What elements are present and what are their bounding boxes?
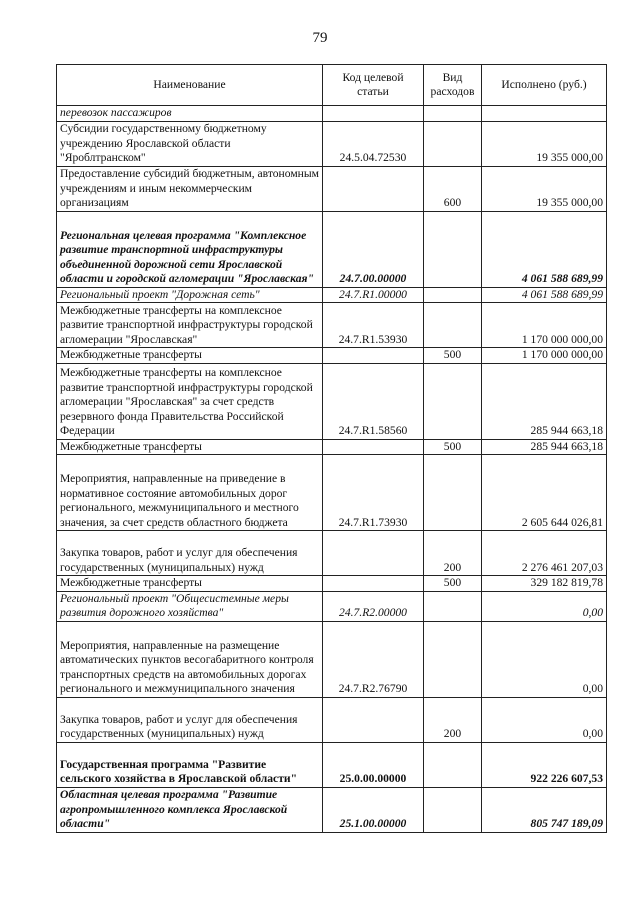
row-name: Государственная программа "Развитие сельского хозяйства в Ярославской области" — [57, 742, 323, 787]
row-name: Региональный проект "Общесистемные меры развития дорожного хозяйства" — [57, 591, 323, 621]
row-amount: 285 944 663,18 — [482, 363, 607, 439]
table-row — [57, 363, 607, 439]
row-type — [424, 287, 482, 303]
row-code: 24.7.R1.53930 — [323, 303, 424, 348]
row-code — [323, 439, 424, 455]
table-row — [57, 439, 607, 455]
row-code — [323, 348, 424, 364]
row-type — [424, 106, 482, 122]
row-code: 24.7.R2.00000 — [323, 591, 424, 621]
row-amount: 0,00 — [482, 697, 607, 742]
row-type: 500 — [424, 348, 482, 364]
row-amount: 4 061 588 689,99 — [482, 211, 607, 287]
row-code — [323, 531, 424, 576]
header-name: Наименование — [57, 65, 323, 106]
row-code: 24.7.00.00000 — [323, 211, 424, 287]
budget-table — [56, 64, 607, 833]
row-type — [424, 303, 482, 348]
row-code — [323, 106, 424, 122]
row-amount: 329 182 819,78 — [482, 576, 607, 592]
table-row — [57, 621, 607, 697]
table-row — [57, 121, 607, 166]
table-row — [57, 455, 607, 531]
row-name: Мероприятия, направленные на приведение в нормативное состояние автомобильных дорог регионального, межмуниципального и местного значения, за счет средств областного бюджета — [57, 455, 323, 531]
header-type: Вид расходов — [424, 65, 482, 106]
row-type: 600 — [424, 166, 482, 211]
row-type: 200 — [424, 697, 482, 742]
row-name: Предоставление субсидий бюджетным, автономным учреждениям и иным некоммерческим организациям — [57, 166, 323, 211]
row-type — [424, 363, 482, 439]
row-code: 24.7.R1.73930 — [323, 455, 424, 531]
row-type: 200 — [424, 531, 482, 576]
row-amount: 805 747 189,09 — [482, 787, 607, 832]
row-type — [424, 787, 482, 832]
row-type: 500 — [424, 439, 482, 455]
row-code — [323, 697, 424, 742]
row-code: 24.5.04.72530 — [323, 121, 424, 166]
row-type: 500 — [424, 576, 482, 592]
table-row — [57, 697, 607, 742]
page-number: 79 — [312, 30, 328, 46]
table-row — [57, 348, 607, 364]
row-name: Закупка товаров, работ и услуг для обеспечения государственных (муниципальных) нужд — [57, 697, 323, 742]
row-name: Межбюджетные трансферты — [57, 576, 323, 592]
table-row — [57, 576, 607, 592]
table-row — [57, 531, 607, 576]
row-code — [323, 576, 424, 592]
row-type — [424, 455, 482, 531]
row-amount: 0,00 — [482, 591, 607, 621]
row-amount: 285 944 663,18 — [482, 439, 607, 455]
table-header-row — [57, 65, 607, 106]
row-name: Региональная целевая программа "Комплексное развитие транспортной инфраструктуры объединенной дорожной сети Ярославской области и городской агломерации "Ярославская" — [57, 211, 323, 287]
row-amount: 19 355 000,00 — [482, 166, 607, 211]
row-amount: 0,00 — [482, 621, 607, 697]
row-name: Субсидии государственному бюджетному учреждению Ярославской области "Яроблтранском" — [57, 121, 323, 166]
row-amount: 4 061 588 689,99 — [482, 287, 607, 303]
row-name: Межбюджетные трансферты — [57, 439, 323, 455]
table-row — [57, 166, 607, 211]
table-row — [57, 742, 607, 787]
row-name: перевозок пассажиров — [57, 106, 323, 122]
row-amount: 1 170 000 000,00 — [482, 348, 607, 364]
row-code: 24.7.R1.00000 — [323, 287, 424, 303]
row-code: 25.0.00.00000 — [323, 742, 424, 787]
table-row — [57, 106, 607, 122]
row-name: Закупка товаров, работ и услуг для обеспечения государственных (муниципальных) нужд — [57, 531, 323, 576]
row-amount: 2 605 644 026,81 — [482, 455, 607, 531]
row-code: 25.1.00.00000 — [323, 787, 424, 832]
row-name: Областная целевая программа "Развитие агропромышленного комплекса Ярославской области" — [57, 787, 323, 832]
row-name: Межбюджетные трансферты на комплексное развитие транспортной инфраструктуры городской агломерации "Ярославская" за счет средств резервного фонда Правительства Российской Федерации — [57, 363, 323, 439]
row-name: Мероприятия, направленные на размещение автоматических пунктов весогабаритного контроля транспортных средств на автомобильных дорогах регионального и межмуниципального значения — [57, 621, 323, 697]
header-amount: Исполнено (руб.) — [482, 65, 607, 106]
row-code: 24.7.R1.58560 — [323, 363, 424, 439]
row-type — [424, 121, 482, 166]
row-amount: 922 226 607,53 — [482, 742, 607, 787]
row-type — [424, 742, 482, 787]
row-code: 24.7.R2.76790 — [323, 621, 424, 697]
row-name: Региональный проект "Дорожная сеть" — [57, 287, 323, 303]
row-code — [323, 166, 424, 211]
header-code: Код целевой статьи — [323, 65, 424, 106]
table-row — [57, 287, 607, 303]
row-amount: 19 355 000,00 — [482, 121, 607, 166]
row-type — [424, 591, 482, 621]
row-amount — [482, 106, 607, 122]
table-row — [57, 787, 607, 832]
row-type — [424, 621, 482, 697]
table-row — [57, 211, 607, 287]
row-type — [424, 211, 482, 287]
row-amount: 2 276 461 207,03 — [482, 531, 607, 576]
table-row — [57, 591, 607, 621]
row-name: Межбюджетные трансферты на комплексное развитие транспортной инфраструктуры городской агломерации "Ярославская" — [57, 303, 323, 348]
table-row — [57, 303, 607, 348]
row-amount: 1 170 000 000,00 — [482, 303, 607, 348]
row-name: Межбюджетные трансферты — [57, 348, 323, 364]
